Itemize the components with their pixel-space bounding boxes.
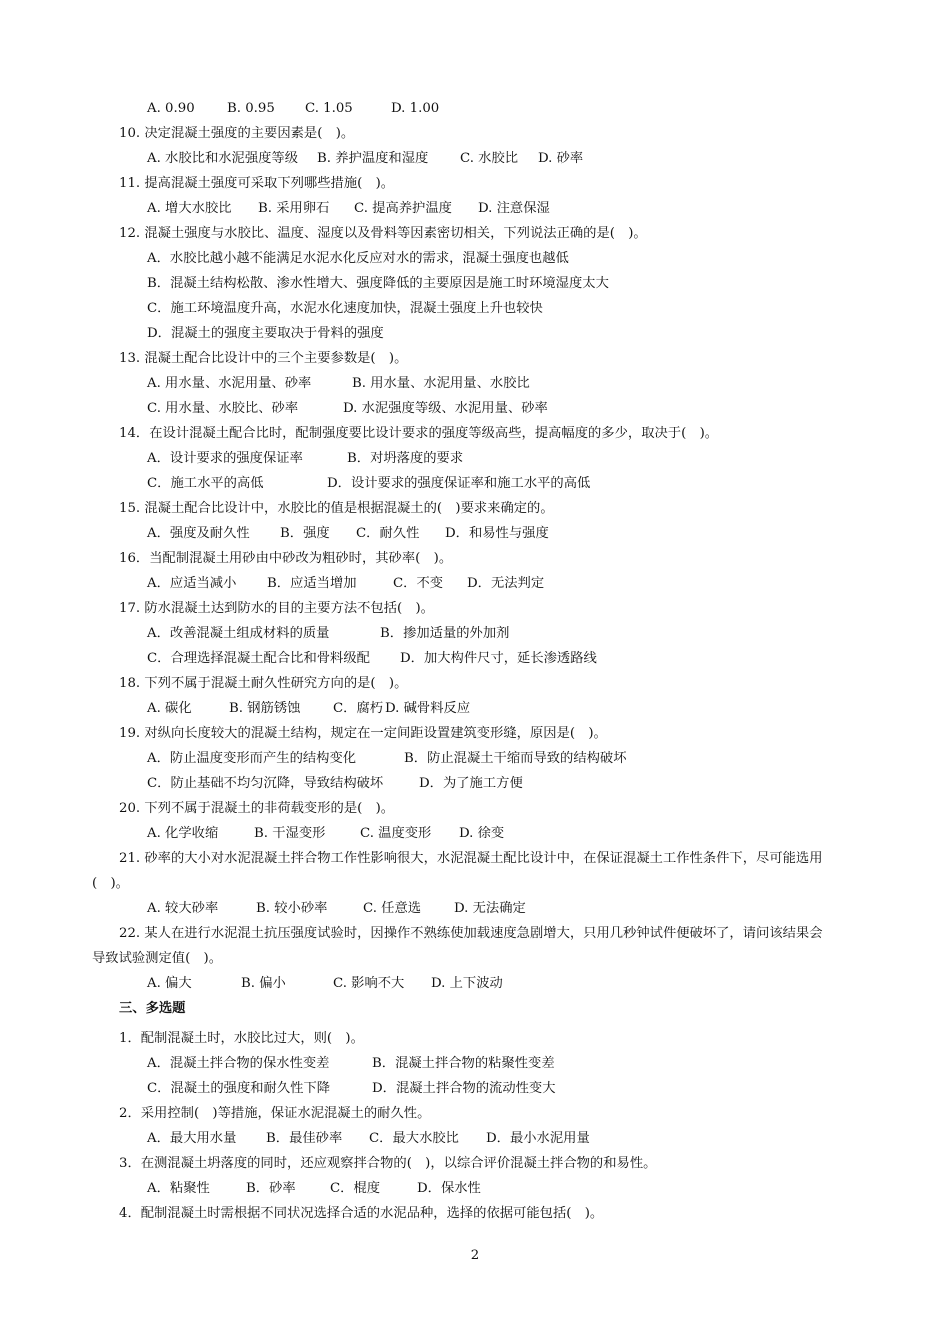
question-text: 21. 砂率的大小对水泥混凝土拌合物工作性影响很大，水泥混凝土配比设计中，在保证混凝土工作性条件下，尽可能选用 xyxy=(119,851,823,866)
answer-option: D．无法判定 xyxy=(467,576,545,591)
answer-option: D. 1.00 xyxy=(391,101,440,116)
answer-option: C．混凝土的强度和耐久性下降 xyxy=(147,1081,331,1096)
answer-option: B. 采用卵石 xyxy=(258,201,330,216)
answer-option: A．混凝土拌合物的保水性变差 xyxy=(147,1056,330,1071)
answer-option: A. 偏大 xyxy=(147,976,192,991)
answer-option: A．水胶比越小越不能满足水泥水化反应对水的需求，混凝土强度也越低 xyxy=(147,251,569,266)
answer-options-row xyxy=(147,150,583,168)
answer-option: C. 任意选 xyxy=(363,901,422,916)
answer-options-row xyxy=(147,400,548,418)
question-text: 2．采用控制( )等措施，保证水泥混凝土的耐久性。 xyxy=(119,1106,431,1121)
question-text: 17. 防水混凝土达到防水的目的主要方法不包括( )。 xyxy=(119,601,434,616)
answer-option: D. 上下波动 xyxy=(431,976,503,991)
answer-option: B．最佳砂率 xyxy=(266,1131,343,1146)
answer-option: B．防止混凝土干缩而导致的结构破坏 xyxy=(404,751,627,766)
answer-option: D．保水性 xyxy=(417,1181,481,1196)
answer-option: B. 养护温度和湿度 xyxy=(317,151,429,166)
answer-option: C. 1.05 xyxy=(305,101,353,116)
answer-options-row xyxy=(147,825,504,843)
answer-option: C. 水胶比 xyxy=(460,151,519,166)
question-text: 14．在设计混凝土配合比时，配制强度要比设计要求的强度等级高些，提高幅度的多少，取决于( )。 xyxy=(119,426,719,441)
answer-option: D．混凝土的强度主要取决于骨料的强度 xyxy=(147,326,384,341)
answer-option: D．最小水泥用量 xyxy=(486,1131,590,1146)
answer-option: B．混凝土结构松散、渗水性增大、强度降低的主要原因是施工时环境湿度太大 xyxy=(147,276,609,291)
answer-options-row xyxy=(147,375,530,393)
answer-options-row xyxy=(147,200,550,218)
answer-option: B. 偏小 xyxy=(241,976,286,991)
answer-options-row xyxy=(147,650,597,668)
answer-option: D. 徐变 xyxy=(459,826,505,841)
answer-option: B. 0.95 xyxy=(227,101,275,116)
answer-options-row xyxy=(147,700,470,718)
answer-option: C．棍度 xyxy=(330,1181,381,1196)
answer-options-row xyxy=(147,1130,590,1148)
answer-option: C. 温度变形 xyxy=(360,826,432,841)
question-text: 15. 混凝土配合比设计中，水胶比的值是根据混凝土的( )要求来确定的。 xyxy=(119,501,554,516)
question-text: 20. 下列不属于混凝土的非荷载变形的是( )。 xyxy=(119,801,395,816)
answer-option: C．最大水胶比 xyxy=(369,1131,459,1146)
answer-option: C．不变 xyxy=(393,576,444,591)
answer-option: D．混凝土拌合物的流动性变大 xyxy=(372,1081,556,1096)
answer-option: D. 注意保湿 xyxy=(478,201,550,216)
answer-options-row xyxy=(147,1055,555,1073)
question-text-continued: 导致试验测定值( )。 xyxy=(92,951,223,966)
question-text: 4．配制混凝土时需根据不同状况选择合适的水泥品种，选择的依据可能包括( )。 xyxy=(119,1206,604,1221)
answer-option: A. 较大砂率 xyxy=(147,901,219,916)
question-text: 1．配制混凝土时，水胶比过大，则( )。 xyxy=(119,1031,364,1046)
answer-option: A. 0.90 xyxy=(147,101,195,116)
answer-option: D. 水泥强度等级、水泥用量、砂率 xyxy=(343,401,548,416)
answer-option: A．防止温度变形而产生的结构变化 xyxy=(147,751,357,766)
answer-option: D. 砂率 xyxy=(538,151,584,166)
answer-option: D．加大构件尺寸，延长渗透路线 xyxy=(400,651,597,666)
answer-option: B. 钢筋锈蚀 xyxy=(229,701,301,716)
answer-option: A．设计要求的强度保证率 xyxy=(147,451,303,466)
answer-options-row xyxy=(147,1080,556,1098)
answer-options-row xyxy=(147,625,509,643)
answer-option: B．对坍落度的要求 xyxy=(347,451,464,466)
answer-option: C. 用水量、水胶比、砂率 xyxy=(147,401,299,416)
answer-option: C．施工水平的高低 xyxy=(147,476,264,491)
answer-option: B．掺加适量的外加剂 xyxy=(380,626,510,641)
answer-options-row xyxy=(147,475,590,493)
answer-options-row xyxy=(147,900,526,918)
answer-option: A．改善混凝土组成材料的质量 xyxy=(147,626,330,641)
answer-options-row xyxy=(147,775,523,793)
question-text: 3．在测混凝土坍落度的同时，还应观察拌合物的( )，以综合评价混凝土拌合物的和易性。 xyxy=(119,1156,657,1171)
question-text: 16．当配制混凝土用砂由中砂改为粗砂时，其砂率( )。 xyxy=(119,551,453,566)
answer-options-row xyxy=(147,750,627,768)
answer-option: A. 增大水胶比 xyxy=(147,201,232,216)
answer-option: C．合理选择混凝土配合比和骨料级配 xyxy=(147,651,370,666)
answer-options-row xyxy=(147,100,439,118)
answer-option: D．和易性与强度 xyxy=(445,526,549,541)
question-text: 13. 混凝土配合比设计中的三个主要参数是( )。 xyxy=(119,351,408,366)
answer-option: B. 用水量、水泥用量、水胶比 xyxy=(352,376,530,391)
answer-option: D．设计要求的强度保证率和施工水平的高低 xyxy=(327,476,591,491)
answer-option: D. 无法确定 xyxy=(454,901,526,916)
answer-option: B．混凝土拌合物的粘聚性变差 xyxy=(372,1056,555,1071)
answer-option: C．腐朽 xyxy=(333,701,384,716)
answer-options-row xyxy=(147,1180,481,1198)
answer-option: C. 影响不大 xyxy=(333,976,405,991)
answer-option: B. 较小砂率 xyxy=(256,901,328,916)
answer-option: A. 碳化 xyxy=(147,701,192,716)
answer-options-row xyxy=(147,450,463,468)
answer-option: A．强度及耐久性 xyxy=(147,526,250,541)
answer-option: B．应适当增加 xyxy=(267,576,357,591)
answer-option: A．最大用水量 xyxy=(147,1131,237,1146)
question-text-continued: ( )。 xyxy=(92,876,129,891)
answer-option: D. 碱骨料反应 xyxy=(385,701,471,716)
question-text: 11. 提高混凝土强度可采取下列哪些措施( )。 xyxy=(119,176,395,191)
page-number: 2 xyxy=(470,1248,480,1263)
answer-option: A．应适当减小 xyxy=(147,576,237,591)
answer-option: C. 提高养护温度 xyxy=(354,201,452,216)
answer-option: B．强度 xyxy=(280,526,330,541)
answer-option: A. 化学收缩 xyxy=(147,826,219,841)
answer-option: A．粘聚性 xyxy=(147,1181,210,1196)
answer-option: C．耐久性 xyxy=(356,526,420,541)
answer-option: C．防止基础不均匀沉降，导致结构破坏 xyxy=(147,776,384,791)
answer-option: A. 用水量、水泥用量、砂率 xyxy=(147,376,312,391)
answer-option: D．为了施工方便 xyxy=(419,776,523,791)
section-heading: 三、多选题 xyxy=(119,1001,186,1016)
question-text: 10. 决定混凝土强度的主要因素是( )。 xyxy=(119,126,355,141)
question-text: 19. 对纵向长度较大的混凝土结构，规定在一定间距设置建筑变形缝，原因是( )。 xyxy=(119,726,607,741)
answer-option: C．施工环境温度升高，水泥水化速度加快，混凝土强度上升也较快 xyxy=(147,301,543,316)
answer-options-row xyxy=(147,975,503,993)
question-text: 12. 混凝土强度与水胶比、温度、湿度以及骨料等因素密切相关，下列说法正确的是( )。 xyxy=(119,226,647,241)
question-text: 18. 下列不属于混凝土耐久性研究方向的是( )。 xyxy=(119,676,408,691)
answer-option: B．砂率 xyxy=(246,1181,296,1196)
answer-option: A. 水胶比和水泥强度等级 xyxy=(147,151,299,166)
question-text: 22. 某人在进行水泥混土抗压强度试验时，因操作不熟练使加载速度急剧增大，只用几秒钟试件便破坏了，请问该结果会 xyxy=(119,926,823,941)
answer-options-row xyxy=(147,525,549,543)
answer-options-row xyxy=(147,575,544,593)
answer-option: B. 干湿变形 xyxy=(254,826,326,841)
